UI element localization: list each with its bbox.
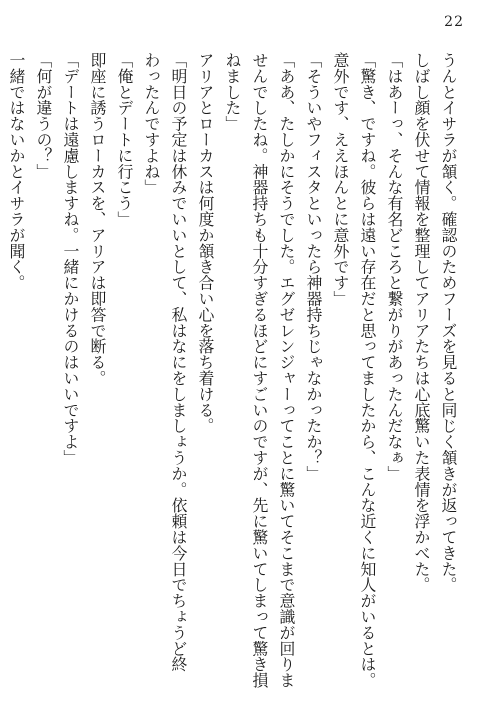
vertical-text-body: [3, 52, 462, 688]
text-line: 「そういやフィスタといったら神器持ちじゃなかったか？」: [304, 52, 323, 482]
page-number: 22: [444, 14, 464, 30]
text-line: しばし顔を伏せて情報を整理してアリアたちは心底驚いた表情を浮かべた。: [412, 52, 431, 593]
text-line: せんでしたね。神器持ちも十分すぎるほどにすごいのですが、先に驚いてしまって驚き損: [250, 52, 269, 688]
text-line: 「明日の予定は休みでいいとして、私はなにをしましょうか。依頼は今日でちょうど終: [169, 52, 188, 673]
text-line: 意外です、ええほんとに意外です」: [331, 52, 350, 307]
text-line: アリアとローカスは何度か頷き合い心を落ち着ける。: [196, 52, 215, 434]
text-line: 「デートは遠慮しますね。一緒にかけるのはいいですよ」: [61, 52, 80, 466]
text-line: 「俺とデートに行こう」: [115, 52, 134, 227]
text-line: 「ああ、たしかにそうでした。エグゼレンジャーってことに驚いてそこまで意識が回りま: [277, 52, 296, 688]
text-line: 「はあーっ、そんな有名どころと繋がりがあったんだなぁ」: [385, 52, 404, 482]
text-line: 一緒ではないかとイサラが聞く。: [7, 52, 26, 291]
text-line: 「驚き、ですね。彼らは遠い存在だと思ってましたから、こんな近くに知人がいるとは。: [358, 52, 377, 688]
text-line: わったんですよね」: [142, 52, 161, 196]
text-line: うんとイサラが頷く。確認のためフーズを見ると同じく頷きが返ってきた。: [439, 52, 458, 593]
text-line: 即座に誘うローカスを、アリアは即答で断る。: [88, 52, 107, 386]
text-line: 「何が違うの？」: [34, 52, 53, 180]
text-line: ねました」: [223, 52, 242, 132]
